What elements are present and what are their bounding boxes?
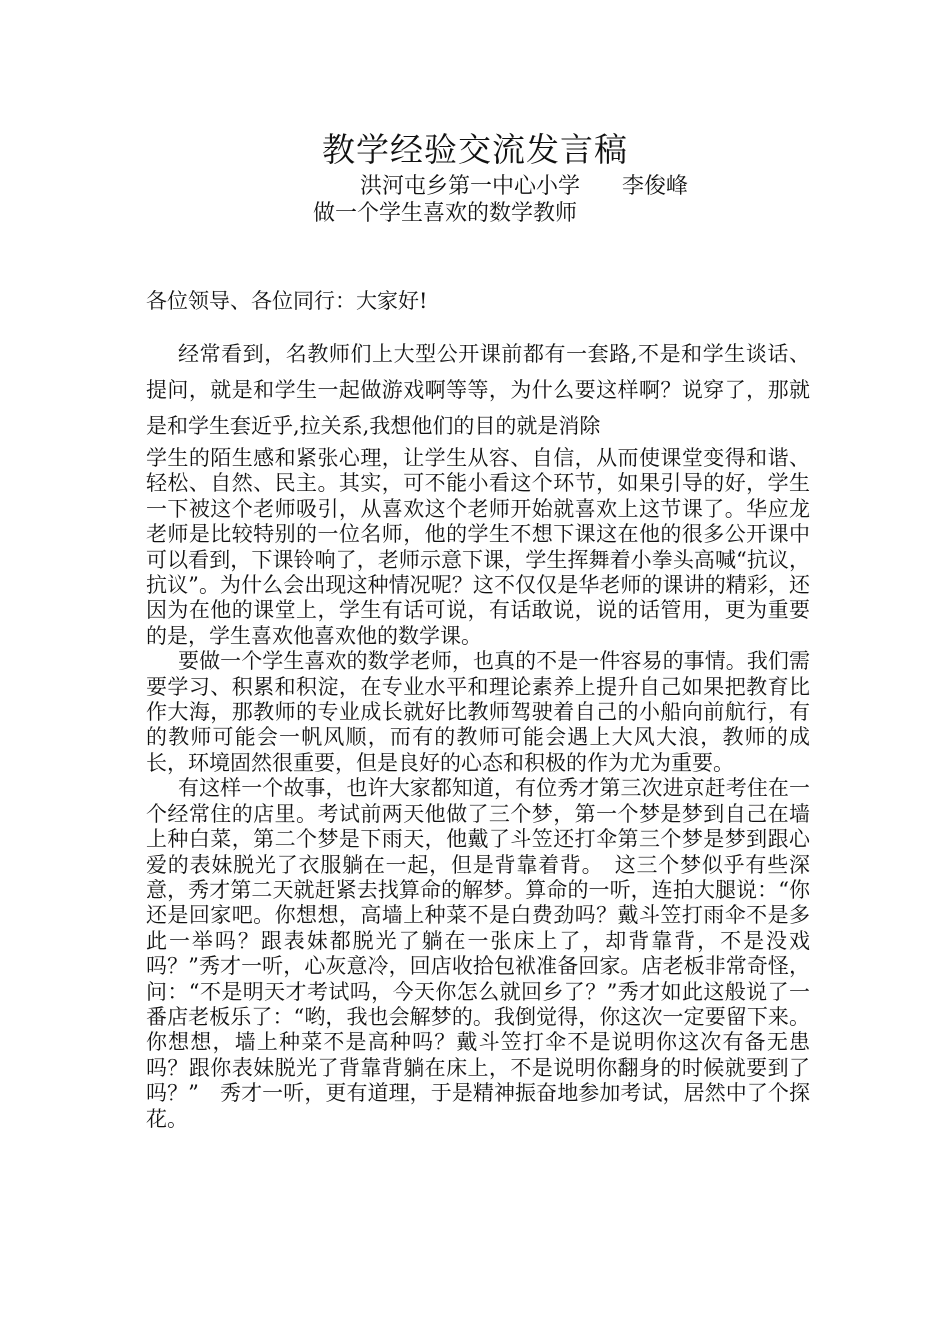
author-name: 李俊峰 bbox=[622, 174, 689, 199]
byline bbox=[360, 172, 688, 202]
document-title: 教学经验交流发言稿 bbox=[322, 130, 628, 169]
lead-paragraph: 经常看到，名教师们上大型公开课前都有一套路,不是和学生谈话、提问，就是和学生一起做游戏啊等等，为什么要这样啊？说穿了，那就是和学生套近乎,拉关系,我想他们的目的就是消除 bbox=[146, 342, 810, 438]
paragraph: 要做一个学生喜欢的数学老师，也真的不是一件容易的事情。我们需要学习、积累和积淀，在专业水平和理论素养上提升自己如果把教育比作大海，那教师的专业成长就好比教师驾驶着自己的小船向前航行，有的教师可能会一帆风顺，而有的教师可能会遇上大风大浪，教师的成长，环境固然很重要，但是良好的心态和积极的作为尤为重要。 bbox=[146, 649, 810, 775]
body-text bbox=[146, 446, 810, 1132]
paragraph: 学生的陌生感和紧张心理，让学生从容、自信，从而使课堂变得和谐、轻松、自然、民主。其实，可不能小看这个环节，如果引导的好，学生一下被这个老师吸引，从喜欢这个老师开始就喜欢上这节课了。华应龙老师是比较特别的一位名师，他的学生不想下课这在他的很多公开课中可以看到，下课铃响了，老师示意下课，学生挥舞着小拳头高喊“抗议，抗议”。为什么会出现这种情况呢？这不仅仅是华老师的课讲的精彩，还因为在他的课堂上，学生有话可说，有话敢说，说的话管用，更为重要的是，学生喜欢他喜欢他的数学课。 bbox=[146, 446, 810, 648]
document-subtitle: 做一个学生喜欢的数学教师 bbox=[313, 201, 578, 226]
paragraph: 有这样一个故事，也许大家都知道，有位秀才第三次进京赶考住在一个经常住的店里。考试前两天他做了三个梦，第一个梦是梦到自己在墙上种白菜，第二个梦是下雨天，他戴了斗笠还打伞第三个梦是梦到跟心爱的表妹脱光了衣服躺在一起，但是背靠着背。 这三个梦似乎有些深意，秀才第二天就赶紧去找算命的解梦。算命的一听，连拍大腿说：“你还是回家吧。你想想，高墙上种菜不是白费劲吗？戴斗笠打雨伞不是多此一举吗？跟表妹都脱光了躺在一张床上了，却背靠背，不是没戏吗？”秀才一听，心灰意冷，回店收拾包袱准备回家。店老板非常奇怪，问：“不是明天才考试吗，今天你怎么就回乡了？”秀才如此这般说了一番店老板乐了：“哟，我也会解梦的。我倒觉得，你这次一定要留下来。你想想，墙上种菜不是高种吗？戴斗笠打伞不是说明你这次有备无患吗？跟你表妹脱光了背靠背躺在床上，不是说明你翻身的时候就要到了吗？” 秀才一听，更有道理，于是精神振奋地参加考试，居然中了个探花。 bbox=[146, 776, 810, 1131]
greeting: 各位领导、各位同行：大家好! bbox=[146, 289, 428, 313]
school-name: 洪河屯乡第一中心小学 bbox=[360, 174, 581, 199]
